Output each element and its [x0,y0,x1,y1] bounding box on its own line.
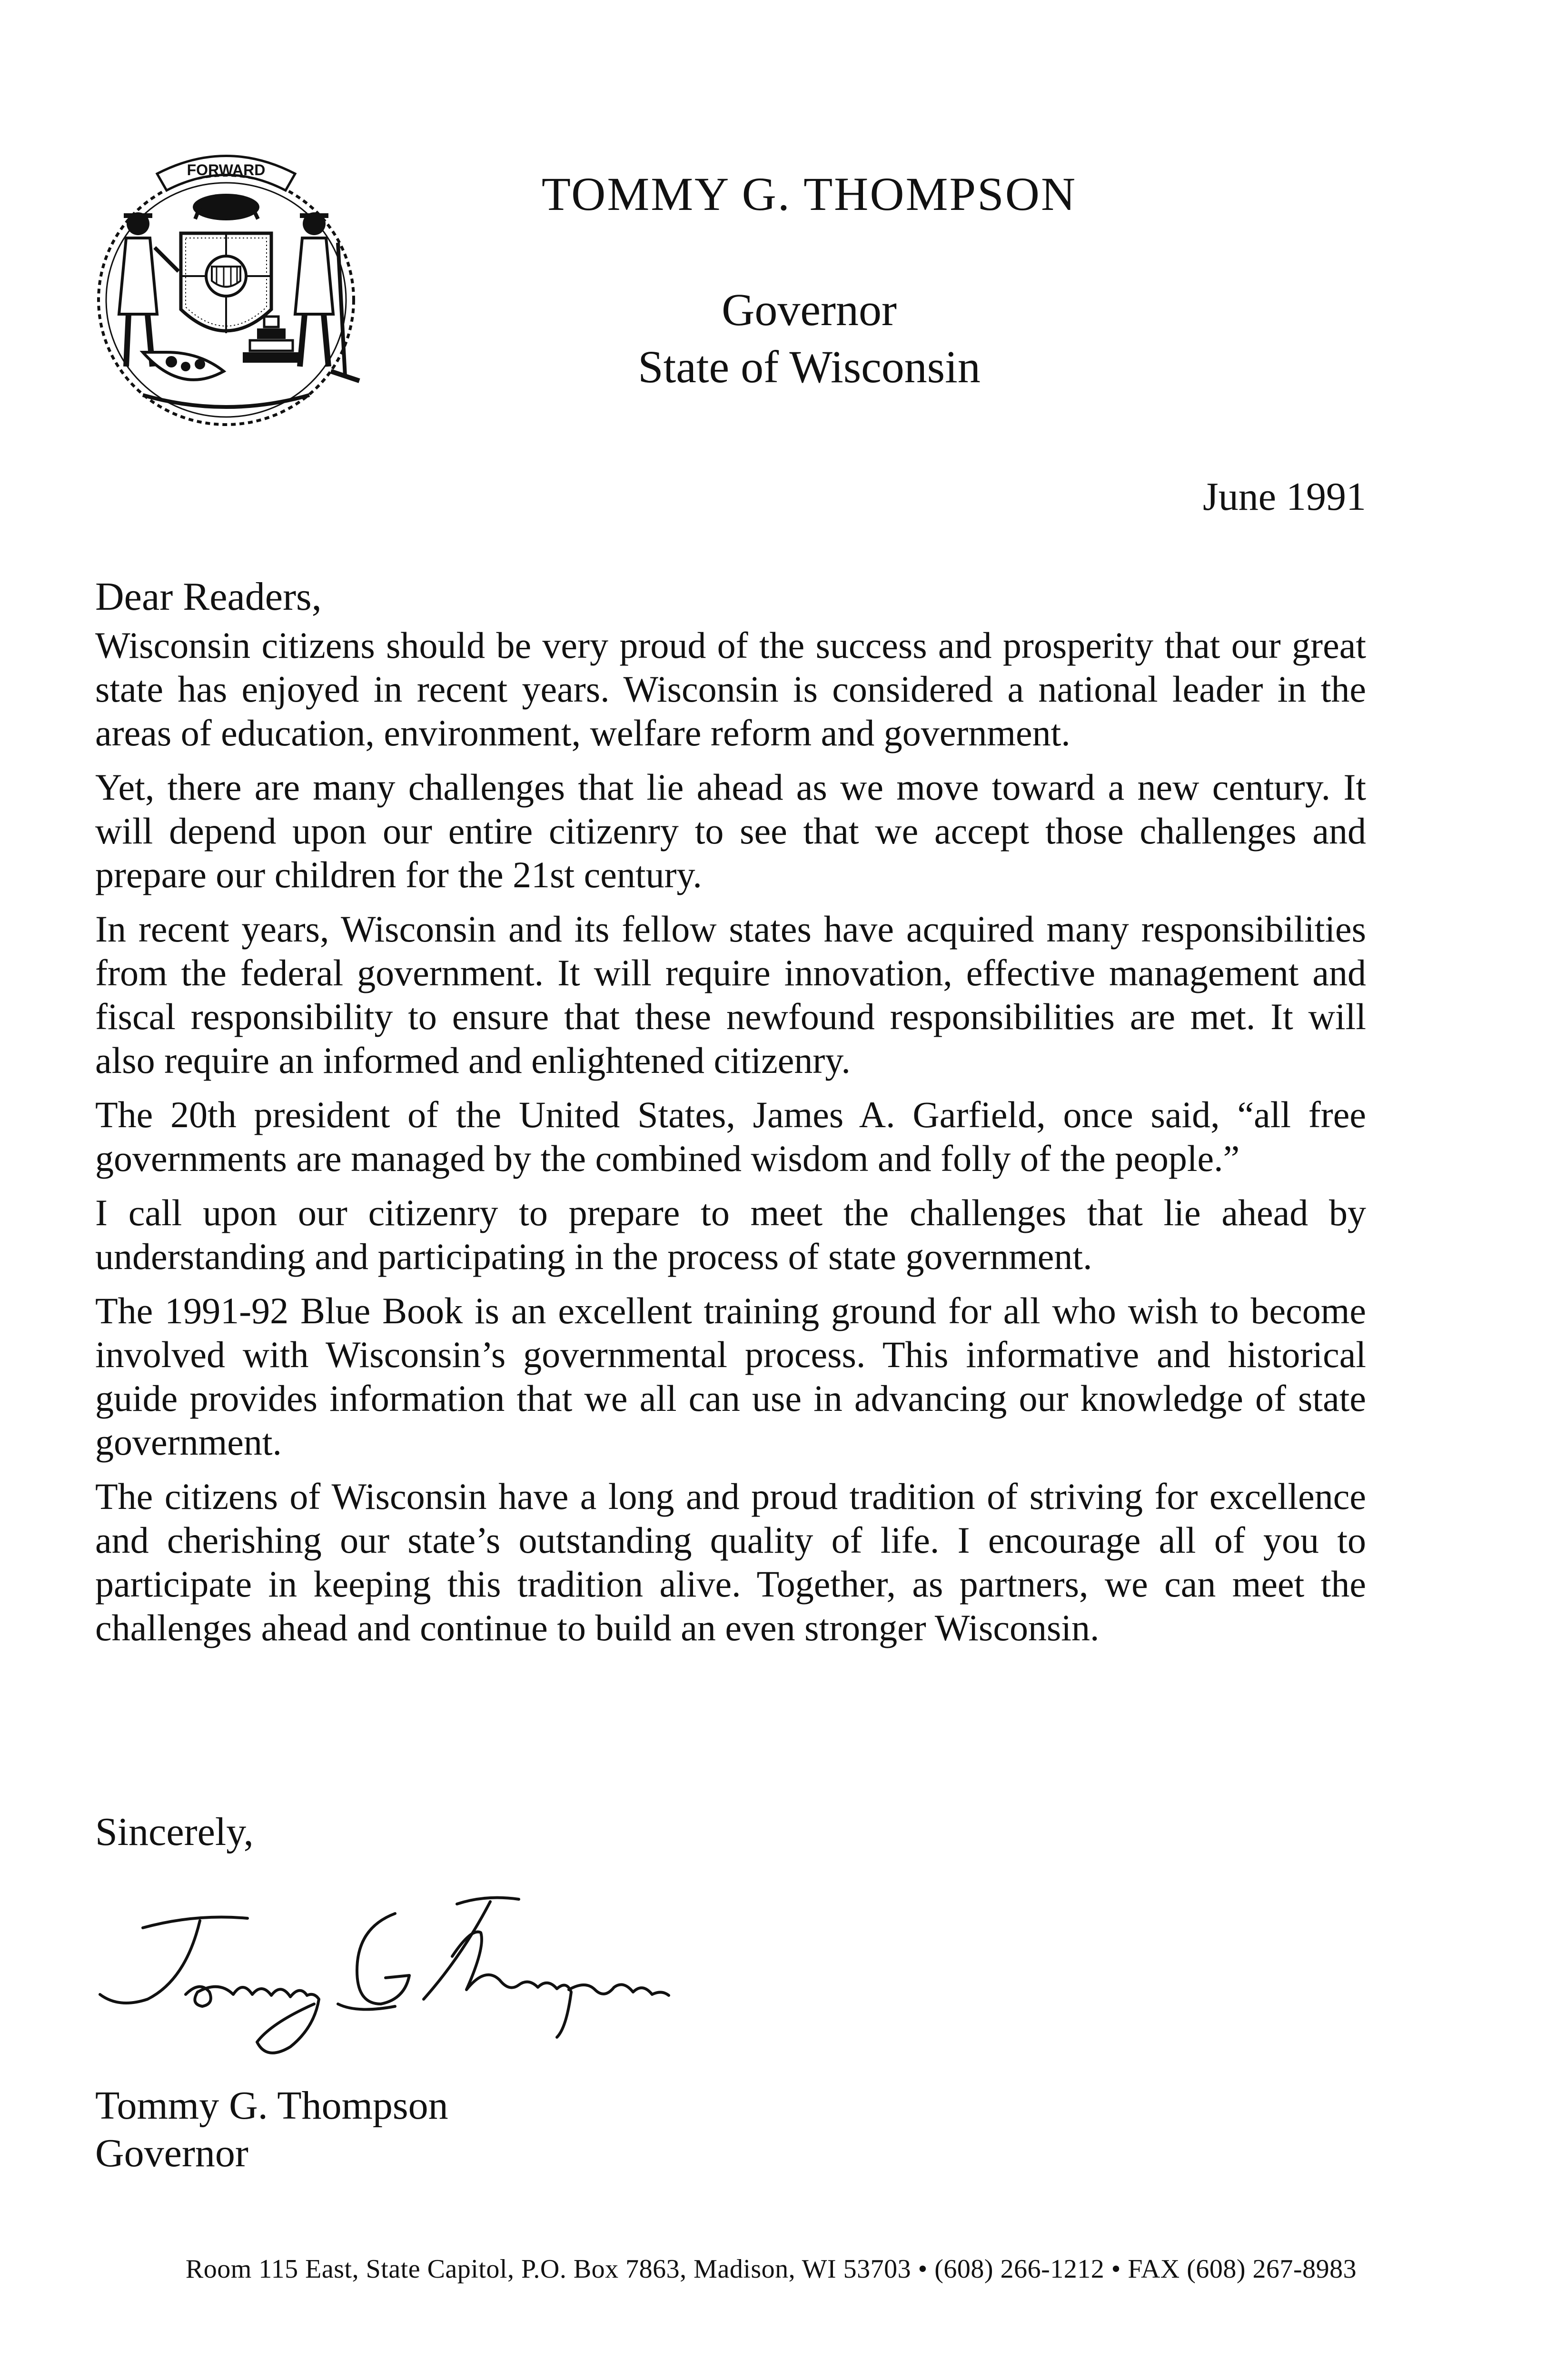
body-paragraph: Yet, there are many challenges that lie ahead as we move toward a new century. It will depend upon our entire citizenry to see that we accept those challenges and prepare our children for the 21st century. [95,766,1366,895]
governor-title: Governor [722,284,897,335]
footer-address: Room 115 East, State Capitol, P.O. Box 7863, Madison, WI 53703 • (608) 266-1212 • FAX (608) 267-8983 [185,2254,1357,2284]
letter-body [95,624,1366,1660]
body-paragraph: Wisconsin citizens should be very proud of the success and prosperity that our great state has enjoyed in recent years. Wisconsin is considered a national leader in the areas of education, environment, welfare reform and government. [95,625,1366,754]
wisconsin-seal-icon [86,129,367,433]
governor-name-heading: TOMMY G. THOMPSON [541,168,1077,220]
signer-title: Governor [95,2131,248,2175]
body-paragraph: The 20th president of the United States, James A. Garfield, once said, “all free governments are managed by the combined wisdom and folly of the people.” [95,1094,1366,1179]
letter-date: June 1991 [1203,475,1366,519]
handwritten-signature [90,1885,676,2085]
signer-name: Tommy G. Thompson [95,2083,448,2128]
state-name: State of Wisconsin [638,341,981,392]
seal-motto: FORWARD [187,161,266,178]
body-paragraph: I call upon our citizenry to prepare to meet the challenges that lie ahead by understanding and participating in the process of state government. [95,1192,1366,1277]
body-paragraph: The citizens of Wisconsin have a long and proud tradition of striving for excellence and cherishing our state’s outstanding quality of life. I encourage all of you to participate in keeping this tradition alive. Together, as partners, we can meet the challenges ahead and continue to build an even stronger Wisconsin. [95,1476,1366,1648]
closing: Sincerely, [95,1810,254,1854]
body-paragraph: The 1991-92 Blue Book is an excellent training ground for all who wish to become involved with Wisconsin’s governmental process. This informative and historical guide provides information that we all can use in advancing our knowledge of state government. [95,1290,1366,1463]
salutation: Dear Readers, [95,575,322,619]
body-paragraph: In recent years, Wisconsin and its fellow states have acquired many responsibilities from the federal government. It will require innovation, effective management and fiscal responsibility to ensure that these newfound responsibilities are met. It will also require an informed and enlightened citizenry. [95,908,1366,1081]
